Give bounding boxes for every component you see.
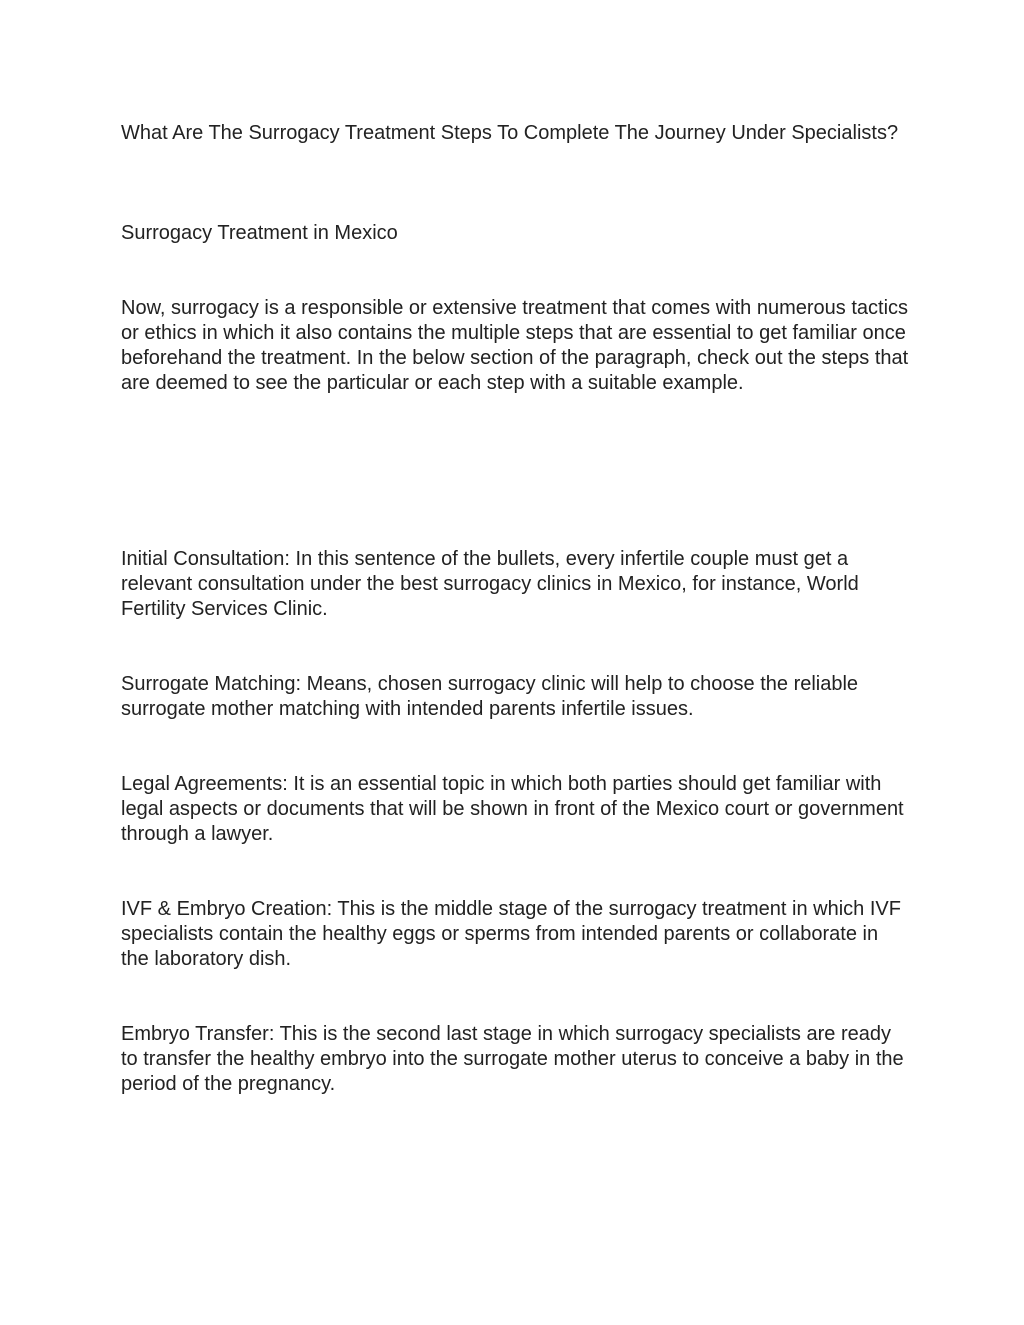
document-title: What Are The Surrogacy Treatment Steps To Complete The Journey Under Specialists?	[121, 122, 899, 144]
step-embryo-transfer: Embryo Transfer: This is the second last stage in which surrogacy specialists are ready to transfer the healthy embryo into the surrogate mother uterus to conceive a baby in the period of the pregnancy.	[121, 1023, 904, 1095]
step-initial-consultation: Initial Consultation: In this sentence of the bullets, every infertile couple must get a relevant consultation under the best surrogacy clinics in Mexico, for instance, World Fertility Services Clinic.	[121, 548, 859, 620]
step-surrogate-matching: Surrogate Matching: Means, chosen surrogacy clinic will help to choose the reliable surrogate mother matching with intended parents infertile issues.	[121, 673, 859, 720]
intro-paragraph: Now, surrogacy is a responsible or extensive treatment that comes with numerous tactics or ethics in which it also contains the multiple steps that are essential to get familiar once beforehand the treatment. In the below section of the paragraph, check out the steps that are deemed to see the particular or each step with a suitable example.	[121, 297, 909, 394]
step-ivf-embryo-creation: IVF & Embryo Creation: This is the middle stage of the surrogacy treatment in which IVF specialists contain the healthy eggs or sperms from intended parents or collaborate in the laboratory dish.	[121, 898, 901, 970]
document-subtitle: Surrogacy Treatment in Mexico	[121, 222, 398, 244]
step-legal-agreements: Legal Agreements: It is an essential topic in which both parties should get familiar with legal aspects or documents that will be shown in front of the Mexico court or government through a lawyer.	[121, 773, 904, 845]
